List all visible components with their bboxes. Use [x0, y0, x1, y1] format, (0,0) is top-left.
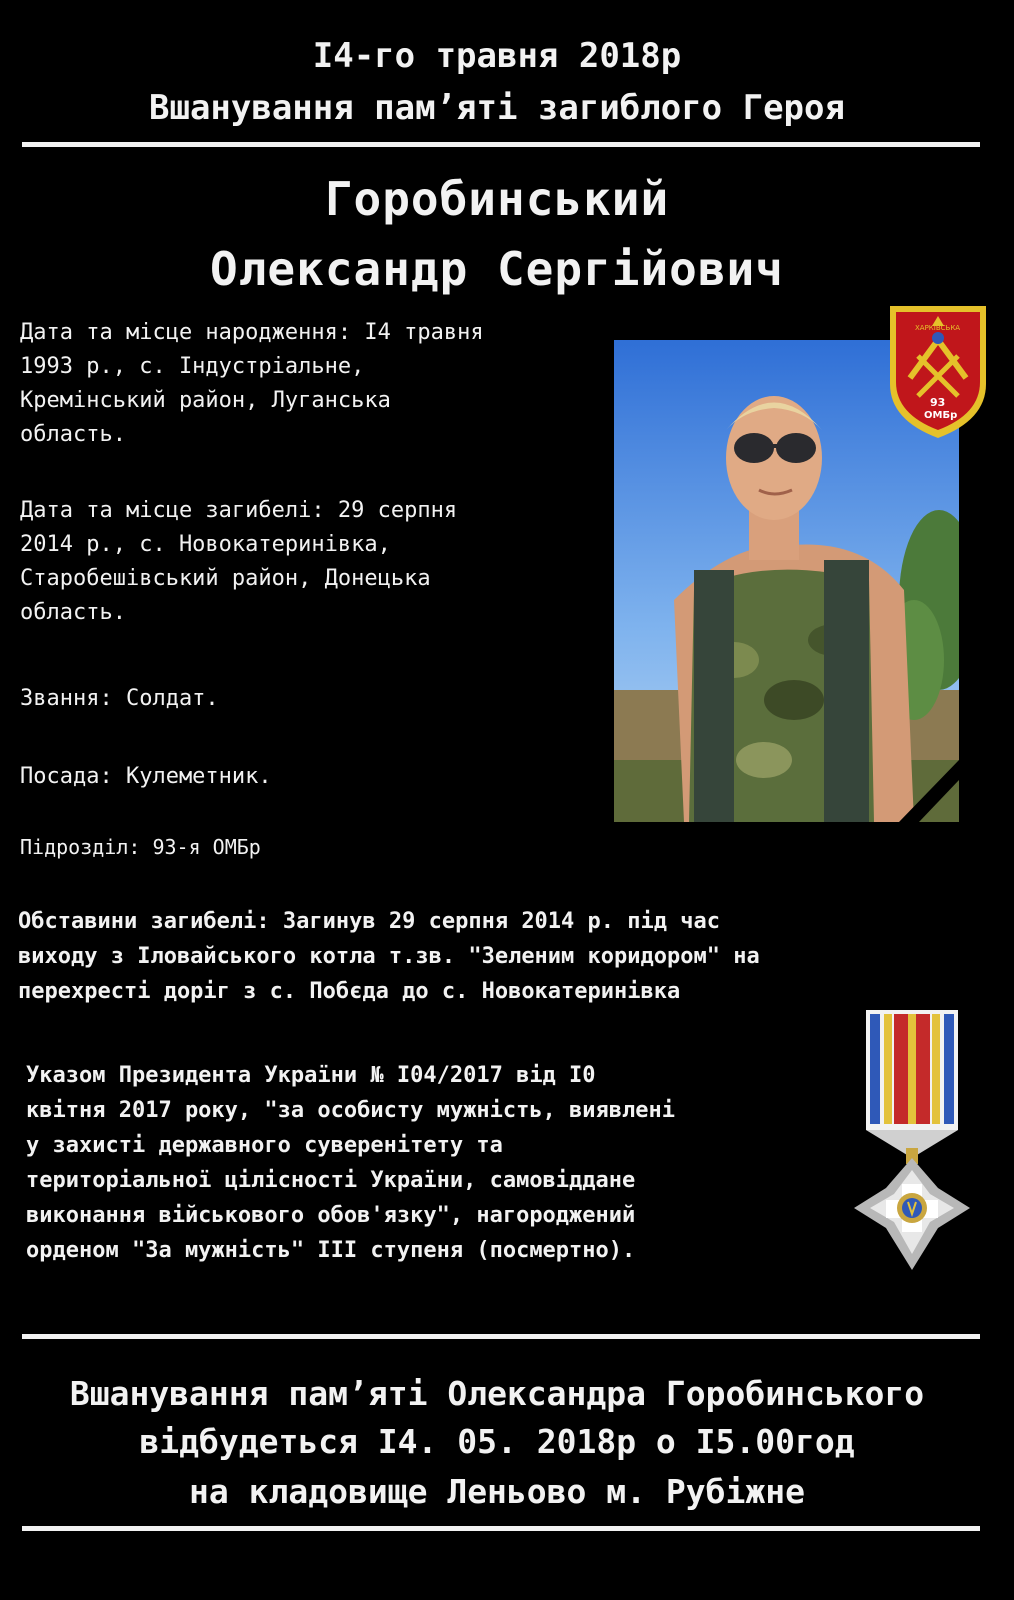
award-line: Указом Президента України № I04/2017 від I0	[26, 1063, 596, 1088]
rank: Звання: Солдат.	[20, 686, 219, 711]
birth-line: Кремінський район, Луганська	[20, 388, 391, 413]
award-line: територіальної цілісності України, самовіддане	[26, 1168, 636, 1193]
order-for-courage-medal	[846, 1008, 976, 1276]
death-line: Старобешівський район, Донецька	[20, 566, 431, 591]
emblem-top-text: ХАРКІВСЬКА	[915, 324, 961, 332]
death-line: 2014 р., с. Новокатеринівка,	[20, 532, 391, 557]
award-line: у захисті державного суверенітету та	[26, 1133, 503, 1158]
birth-line: Дата та місце народження: I4 травня	[20, 320, 484, 345]
death-line: Дата та місце загибелі: 29 серпня	[20, 498, 458, 523]
emblem-abbr: ОМБр	[924, 410, 958, 421]
brigade-emblem	[884, 300, 992, 442]
birth-info	[20, 316, 484, 452]
award-line: виконання військового обов'язку", нагороджений	[26, 1203, 636, 1228]
circumstances-line: Обставини загибелі: Загинув 29 серпня 2014 р. під час	[18, 909, 720, 934]
award-decree	[26, 1058, 675, 1268]
unit: Підрозділ: 93-я ОМБр	[20, 835, 261, 859]
footer-line-3: на кладовище Леньово м. Рубіжне	[189, 1472, 805, 1511]
divider-footer	[22, 1526, 980, 1531]
divider-bottom	[22, 1334, 980, 1339]
birth-line: 1993 р., с. Індустріальне,	[20, 354, 365, 379]
death-line: область.	[20, 600, 126, 625]
event-date: I4-го травня 2018р	[312, 36, 682, 76]
footer-line-1: Вшанування пам’яті Олександра Горобинського	[69, 1374, 925, 1413]
event-title: Вшанування пам’яті загиблого Героя	[149, 88, 845, 128]
footer-line-2: відбудеться I4. 05. 2018р о I5.00год	[139, 1422, 855, 1461]
birth-line: область.	[20, 422, 126, 447]
circumstances	[18, 904, 760, 1009]
circumstances-line: виходу з Іловайського котла т.зв. "Зеленим коридором" на	[18, 944, 760, 969]
divider-top	[22, 142, 980, 147]
award-line: квітня 2017 року, "за особисту мужність, виявлені	[26, 1098, 676, 1123]
position: Посада: Кулеметник.	[20, 764, 272, 789]
death-info	[20, 494, 457, 630]
hero-surname: Горобинський	[324, 172, 670, 226]
hero-given-names: Олександр Сергійович	[210, 242, 784, 296]
circumstances-line: перехресті доріг з с. Побєда до с. Новокатеринівка	[18, 979, 681, 1004]
emblem-number: 93	[930, 396, 946, 409]
award-line: орденом "За мужність" III ступеня (посмертно).	[26, 1238, 636, 1263]
